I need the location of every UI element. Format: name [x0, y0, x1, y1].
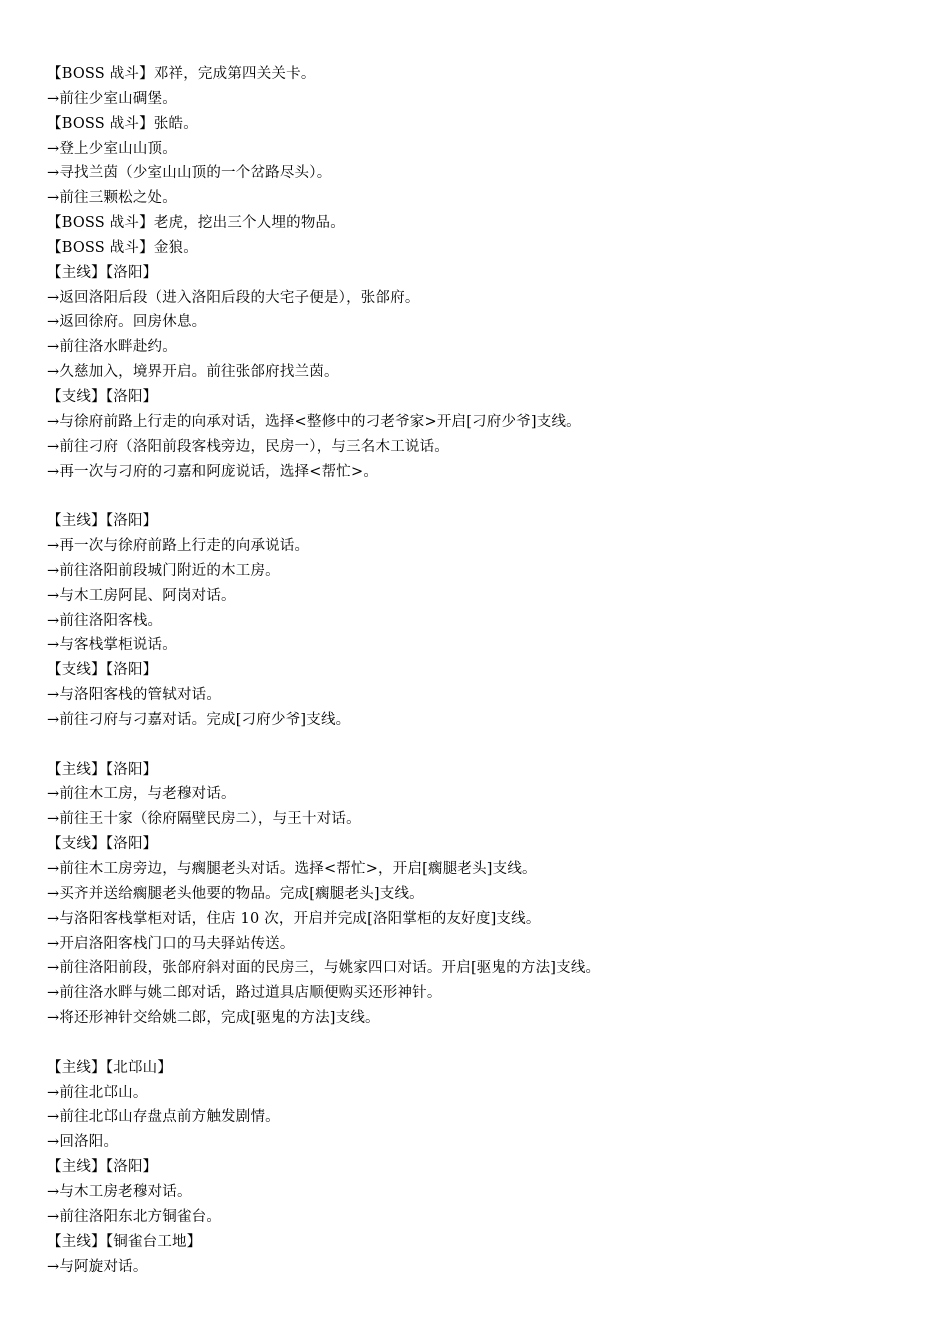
walkthrough-step: →与木工房老穆对话。: [47, 1183, 192, 1200]
walkthrough-step: →回洛阳。: [47, 1134, 119, 1151]
walkthrough-step: →前往木工房，与老穆对话。: [47, 786, 236, 803]
boss-battle-heading: 【BOSS 战斗】张皓。: [47, 115, 198, 132]
main-quest-heading: 【主线】【北邙山】: [47, 1059, 173, 1076]
walkthrough-step: →前往洛水畔赴约。: [47, 339, 177, 356]
main-quest-heading: 【主线】【洛阳】: [47, 1159, 158, 1176]
walkthrough-step: →将还形神针交给姚二郎，完成[驱鬼的方法]支线。: [47, 1010, 380, 1027]
blank-line: [47, 733, 927, 758]
blank-line: [47, 1031, 927, 1056]
walkthrough-step: →与徐府前路上行走的向承对话，选择<整修中的刁老爷家>开启[刁府少爷]支线。: [47, 413, 581, 430]
walkthrough-step: →前往洛阳东北方铜雀台。: [47, 1208, 222, 1225]
walkthrough-step: →与木工房阿昆、阿岗对话。: [47, 587, 236, 604]
walkthrough-step: →寻找兰茵（少室山山顶的一个岔路尽头）。: [47, 165, 332, 182]
walkthrough-step: →再一次与刁府的刁嘉和阿庞说话，选择<帮忙>。: [47, 463, 379, 480]
walkthrough-step: →与客栈掌柜说话。: [47, 637, 177, 654]
main-quest-heading: 【主线】【铜雀台工地】: [47, 1233, 202, 1250]
document-page: [47, 62, 927, 1279]
walkthrough-step: →前往刁府与刁嘉对话。完成[刁府少爷]支线。: [47, 711, 351, 728]
blank-line: [47, 484, 927, 509]
walkthrough-step: →与洛阳客栈的管轼对话。: [47, 687, 222, 704]
walkthrough-step: →前往北邙山存盘点前方触发剧情。: [47, 1109, 280, 1126]
walkthrough-step: →开启洛阳客栈门口的马夫驿站传送。: [47, 935, 295, 952]
walkthrough-step: →前往洛阳前段，张郃府斜对面的民房三，与姚家四口对话。开启[驱鬼的方法]支线。: [47, 960, 601, 977]
walkthrough-step: →返回徐府。回房休息。: [47, 314, 207, 331]
walkthrough-step: →前往洛阳客栈。: [47, 612, 163, 629]
main-quest-heading: 【主线】【洛阳】: [47, 761, 158, 778]
main-quest-heading: 【主线】【洛阳】: [47, 513, 158, 530]
walkthrough-step: →与洛阳客栈掌柜对话，住店 10 次，开启并完成[洛阳掌柜的友好度]支线。: [47, 910, 541, 927]
walkthrough-step: →前往洛水畔与姚二郎对话，路过道具店顺便购买还形神针。: [47, 985, 442, 1002]
boss-battle-heading: 【BOSS 战斗】老虎，挖出三个人埋的物品。: [47, 215, 345, 232]
walkthrough-step: →前往三颗松之处。: [47, 190, 177, 207]
side-quest-heading: 【支线】【洛阳】: [47, 388, 158, 405]
walkthrough-step: →前往王十家（徐府隔壁民房二），与王十对话。: [47, 811, 361, 828]
boss-battle-heading: 【BOSS 战斗】邓祥，完成第四关关卡。: [47, 66, 316, 82]
walkthrough-step: →登上少室山山顶。: [47, 140, 177, 157]
walkthrough-step: →与阿旋对话。: [47, 1258, 148, 1275]
side-quest-heading: 【支线】【洛阳】: [47, 836, 158, 853]
walkthrough-step: →再一次与徐府前路上行走的向承说话。: [47, 538, 310, 555]
side-quest-heading: 【支线】【洛阳】: [47, 662, 158, 679]
boss-battle-heading: 【BOSS 战斗】金狼。: [47, 239, 198, 256]
walkthrough-step: →买齐并送给瘸腿老头他要的物品。完成[瘸腿老头]支线。: [47, 885, 424, 902]
walkthrough-step: →前往北邙山。: [47, 1084, 148, 1101]
walkthrough-step: →前往洛阳前段城门附近的木工房。: [47, 562, 280, 579]
walkthrough-step: →返回洛阳后段（进入洛阳后段的大宅子便是），张郃府。: [47, 289, 420, 306]
walkthrough-step: →前往刁府（洛阳前段客栈旁边，民房一），与三名木工说话。: [47, 438, 449, 455]
walkthrough-step: →前往木工房旁边，与瘸腿老头对话。选择<帮忙>，开启[瘸腿老头]支线。: [47, 861, 537, 877]
main-quest-heading: 【主线】【洛阳】: [47, 264, 158, 281]
walkthrough-step: →久慈加入，境界开启。前往张郃府找兰茵。: [47, 364, 339, 381]
walkthrough-step: →前往少室山碉堡。: [47, 90, 177, 107]
